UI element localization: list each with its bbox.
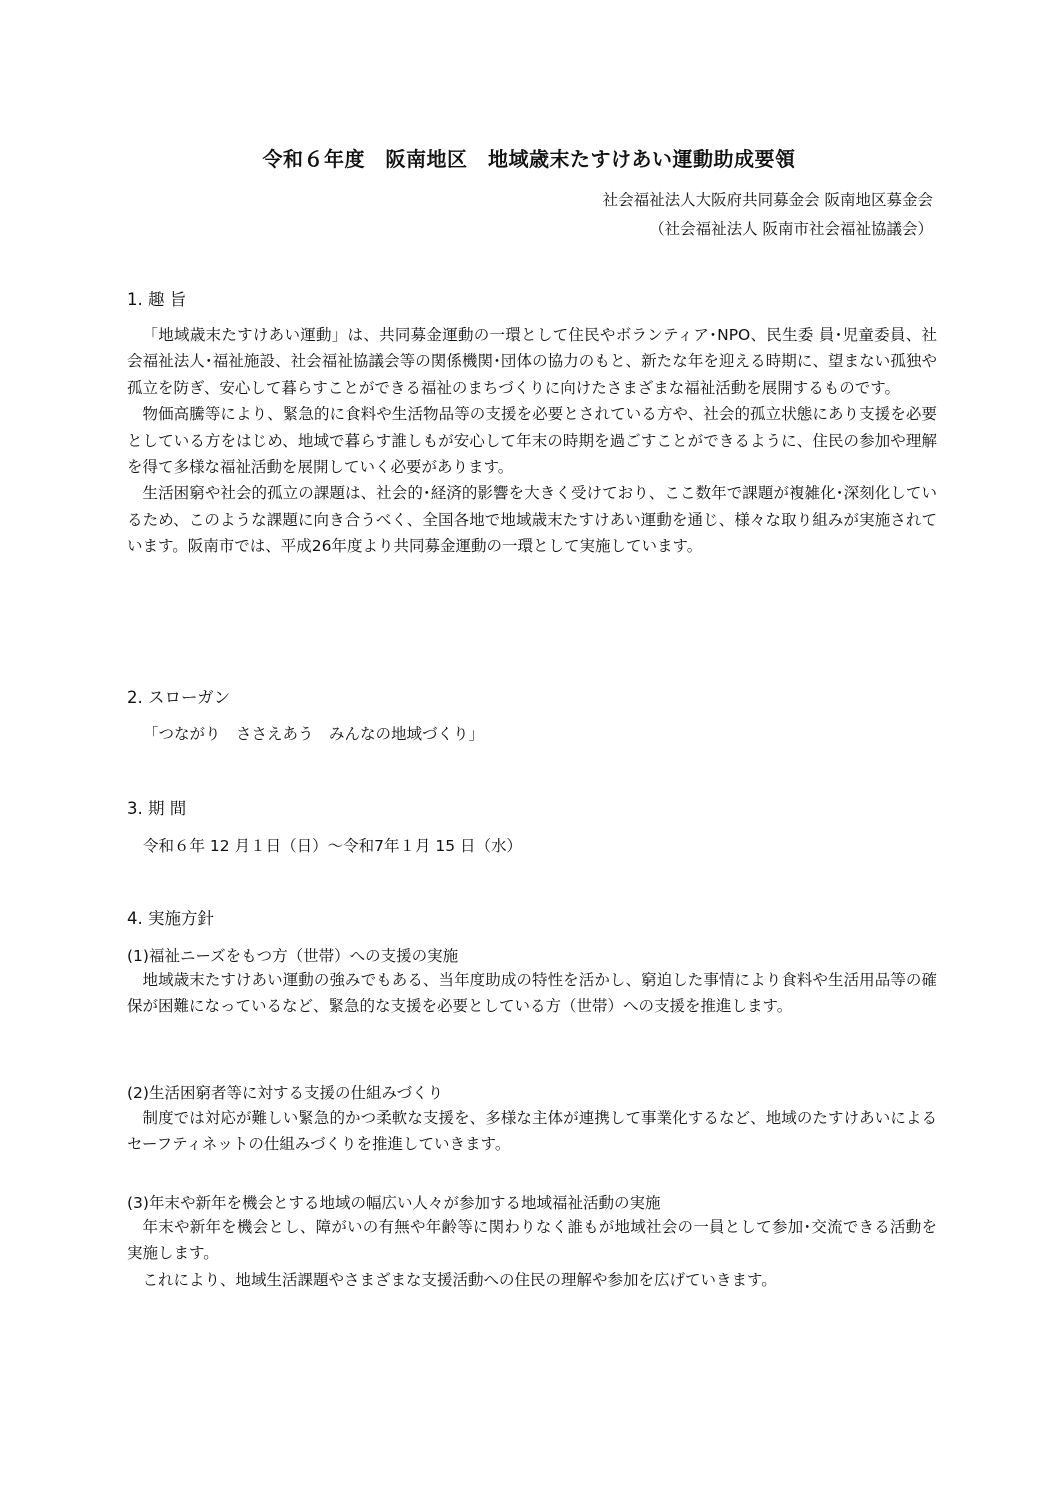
document-title: 令和６年度 阪南地区 地域歳末たすけあい運動助成要領: [262, 147, 796, 171]
section-4-heading: 4. 実施方針: [127, 909, 214, 928]
policy-3-body: [127, 1214, 937, 1293]
organization-name: 社会福祉法人大阪府共同募金会 阪南地区募金会: [602, 191, 933, 209]
organization-subname: （社会福祉法人 阪南市社会福祉協議会）: [649, 220, 933, 238]
policy-3-paragraph-1: 年末や新年を機会とし、障がいの有無や年齢等に関わりなく誰もが地域社会の一員として参加･交流できる活動を実施します。: [127, 1218, 937, 1263]
section-1-body: [127, 322, 937, 560]
section-1-paragraph-1: 「地域歳末たすけあい運動」は、共同募金運動の一環として住民やボランティア･NPO、民生委 員･児童委員、社会福祉法人･福祉施設、社会福祉協議会等の関係機関･団体の協力のもと、新たな年を迎える時期に、望まない孤独や孤立を防ぎ、安心して暮らすことができる福祉のまちづくりに向けたさまざまな福祉活動を展開するものです。: [127, 326, 937, 397]
policy-2-title: (2)生活困窮者等に対する支援の仕組みづくり: [127, 1084, 444, 1102]
section-3-heading: 3. 期 間: [127, 799, 187, 818]
policy-3-title: (3)年末や新年を機会とする地域の幅広い人々が参加する地域福祉活動の実施: [127, 1194, 661, 1212]
slogan-text: 「つながり ささえあう みんなの地域づくり」: [143, 725, 485, 743]
policy-1-paragraph: 地域歳末たすけあい運動の強みでもある、当年度助成の特性を活かし、窮迫した事情により食料や生活用品等の確保が困難になっているなど、緊急的な支援を必要としている方（世帯）への支援を推進します。: [127, 971, 937, 1016]
section-1-paragraph-3: 生活困窮や社会的孤立の課題は、社会的･経済的影響を大きく受けており、ここ数年で課題が複雑化･深刻化しているため、このような課題に向き合うべく、全国各地で地域歳末たすけあい運動を通じ、様々な取り組みが実施されています。阪南市では、平成26年度より共同募金運動の一環として実施しています。: [127, 484, 937, 556]
section-2-heading: 2. スローガン: [127, 688, 231, 707]
period-text: 令和６年 12 月１日（日）～令和7年１月 15 日（水）: [143, 837, 523, 855]
policy-2-body: [127, 1105, 937, 1158]
section-1-heading: 1. 趣 旨: [127, 290, 187, 309]
policy-1-title: (1)福祉ニーズをもつ方（世帯）への支援の実施: [127, 947, 459, 965]
section-1-paragraph-2: 物価高騰等により、緊急的に食料や生活物品等の支援を必要とされている方や、社会的孤立状態にあり支援を必要としている方をはじめ、地域で暮らす誰しもが安心して年末の時期を過ごすことができるように、住民の参加や理解を得て多様な福祉活動を展開していく必要があります。: [127, 405, 937, 477]
policy-2-paragraph: 制度では対応が難しい緊急的かつ柔軟な支援を、多様な主体が連携して事業化するなど、地域のたすけあいによるセーフティネットの仕組みづくりを推進していきます。: [127, 1109, 937, 1154]
policy-3-paragraph-2: これにより、地域生活課題やさまざまな支援活動への住民の理解や参加を広げていきます。: [142, 1270, 777, 1289]
policy-1-body: [127, 967, 937, 1020]
